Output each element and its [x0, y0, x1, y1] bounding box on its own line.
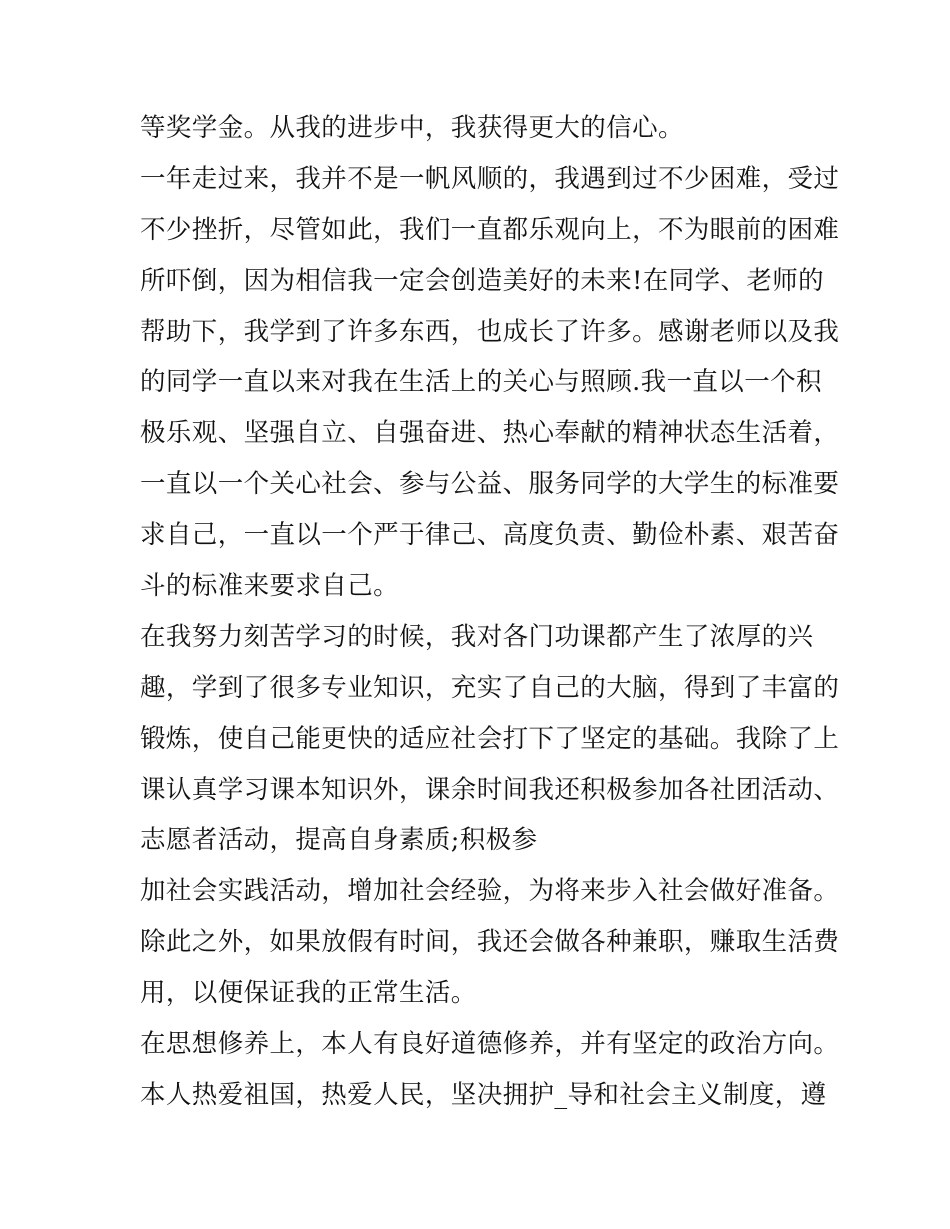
- text-line: 在我努力刻苦学习的时候，我对各门功课都产生了浓厚的兴: [140, 621, 814, 652]
- text-line: 除此之外，如果放假有时间，我还会做各种兼职，赚取生活费: [140, 927, 840, 958]
- document-body: [140, 103, 840, 1121]
- text-line: 斗的标准来要求自己。: [140, 571, 400, 602]
- text-line: 课认真学习课本知识外，课余时间我还积极参加各社团活动、: [140, 774, 840, 805]
- text-line: 一年走过来，我并不是一帆风顺的，我遇到过不少困难，受过: [140, 163, 840, 194]
- text-line: 极乐观、坚强自立、自强奋进、热心奉献的精神状态生活着，: [140, 418, 840, 449]
- text-line: 加社会实践活动，增加社会经验，为将来步入社会做好准备。: [140, 876, 840, 907]
- text-line: 锻炼，使自己能更快的适应社会打下了坚定的基础。我除了上: [140, 723, 840, 754]
- text-line: 一直以一个关心社会、参与公益、服务同学的大学生的标准要: [140, 469, 840, 500]
- text-line: 帮助下，我学到了许多东西，也成长了许多。感谢老师以及我: [140, 316, 840, 347]
- text-line: 本人热爱祖国，热爱人民，坚决拥护_导和社会主义制度，遵: [140, 1079, 827, 1110]
- text-line: 用，以便保证我的正常生活。: [140, 978, 477, 1009]
- text-line: 求自己，一直以一个严于律己、高度负责、勤俭朴素、艰苦奋: [140, 520, 840, 551]
- text-line: 趣，学到了很多专业知识，充实了自己的大脑，得到了丰富的: [140, 672, 840, 703]
- text-line: 不少挫折，尽管如此，我们一直都乐观向上，不为眼前的困难: [140, 214, 840, 245]
- text-line: 在思想修养上，本人有良好道德修养，并有坚定的政治方向。: [140, 1029, 840, 1060]
- text-line: 志愿者活动，提高自身素质;积极参: [140, 825, 538, 856]
- text-line: 的同学一直以来对我在生活上的关心与照顾.我一直以一个积: [140, 367, 822, 398]
- text-line: 等奖学金。从我的进步中，我获得更大的信心。: [140, 113, 684, 143]
- text-line: 所吓倒，因为相信我一定会创造美好的未来!在同学、老师的: [140, 265, 825, 296]
